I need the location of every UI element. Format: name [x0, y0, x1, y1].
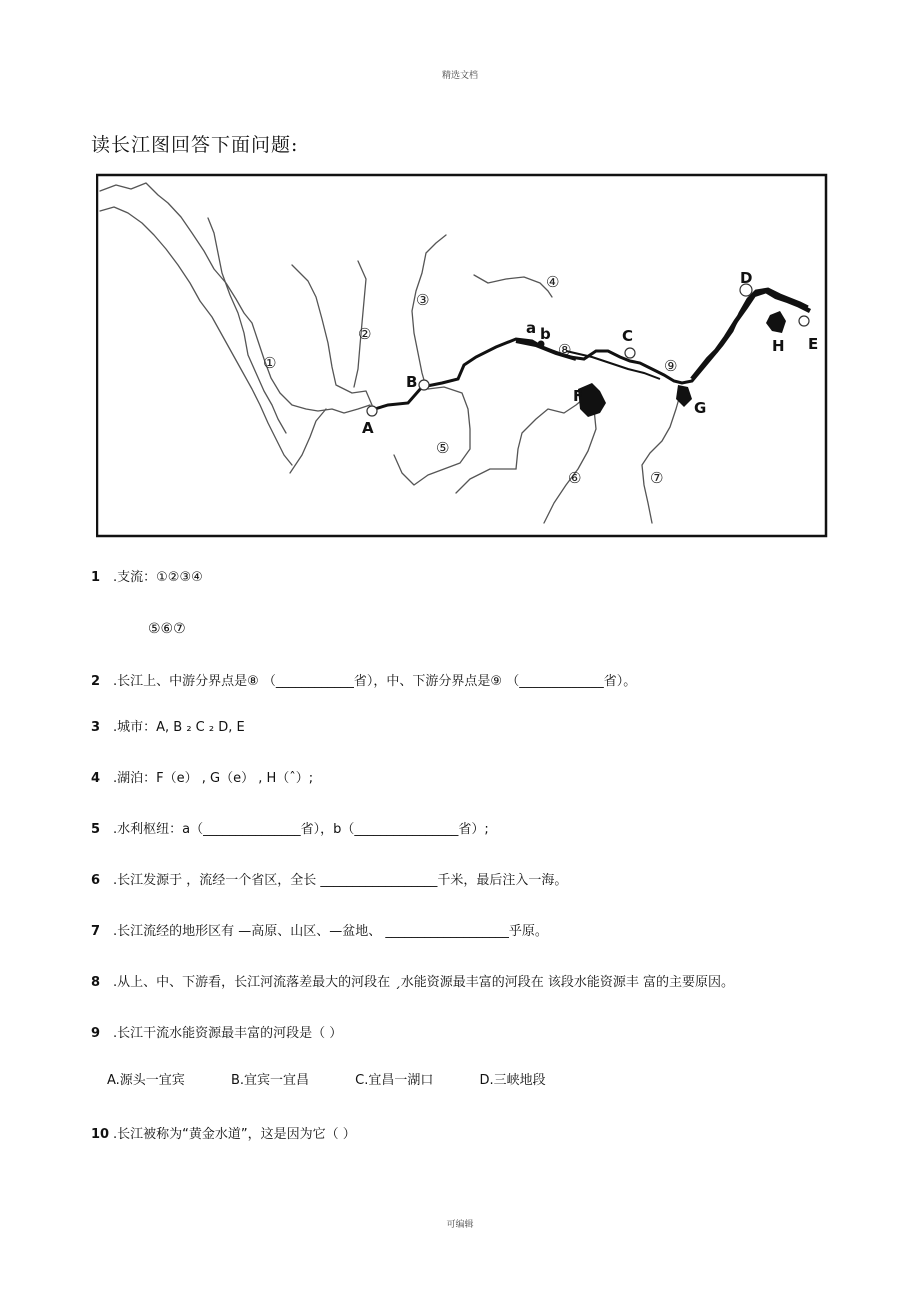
marker-3: ③: [416, 291, 430, 309]
question-number: 5: [91, 822, 101, 837]
question-text: .支流：①②③④: [113, 570, 203, 585]
question-6: [91, 869, 567, 888]
question-number: 2: [91, 674, 101, 689]
question-number: 8: [91, 975, 101, 990]
label-d-city: D: [740, 269, 753, 287]
question-text: .从上、中、下游看，长江河流落差最大的河段在 ˏ水能资源最丰富的河段在 该段水能资源丰 富的主要原因。: [113, 975, 735, 990]
question-text: .城市：A, B ₂ C ₂ D, E: [113, 720, 245, 735]
question-text: .长江上、中游分界点是⑧ （____________省），中、下游分界点是⑨ （_____________省）。: [113, 674, 637, 689]
question-8: [91, 971, 734, 990]
marker-9: ⑨: [664, 357, 678, 375]
label-a-city: A: [362, 419, 374, 437]
label-e-city: E: [808, 335, 819, 353]
question-text: .长江流经的地形区有 —高原、山区、—盆地、 ___________________乎原。: [113, 924, 548, 939]
marker-5: ⑤: [436, 439, 450, 457]
question-9: [91, 1022, 342, 1041]
question-text: .长江发源于 ，流经一个省区，全长 __________________千米，最后注入一海。: [113, 873, 568, 888]
page-title: 读长江图回答下面问题:: [91, 134, 299, 156]
question-number: 10: [91, 1127, 110, 1142]
question-number: 1: [91, 570, 101, 585]
option-a[interactable]: A.源头一宜宾: [107, 1073, 185, 1088]
question-text: .湖泊：F（e） , G（e） , H（ˆ）;: [113, 771, 314, 786]
page-header: 精选文档: [441, 71, 478, 81]
question-1: [91, 566, 203, 585]
question-7: [91, 920, 548, 939]
option-c[interactable]: C.宜昌一湖口: [355, 1073, 434, 1088]
marker-7: ⑦: [650, 469, 664, 487]
question-text: .长江干流水能资源最丰富的河段是（ ）: [113, 1026, 343, 1041]
question-number: 6: [91, 873, 101, 888]
marker-6: ⑥: [568, 469, 582, 487]
option-d[interactable]: D.三峡地段: [479, 1073, 546, 1088]
label-c-city: C: [622, 327, 634, 345]
question-5: [91, 818, 489, 837]
question-number: 7: [91, 924, 101, 939]
label-g-lake: G: [694, 399, 707, 417]
page-footer: 可编辑: [446, 1220, 474, 1230]
marker-8: ⑧: [558, 341, 572, 359]
marker-2: ②: [358, 325, 372, 343]
label-f-lake: F: [573, 387, 584, 405]
question-3: [91, 716, 245, 735]
option-b[interactable]: B.宜宾一宜昌: [230, 1073, 310, 1088]
marker-1: ①: [263, 354, 277, 372]
label-b-dam: b: [540, 325, 551, 343]
question-text: .长江被称为“黄金水道”，这是因为它（ ）: [113, 1127, 356, 1142]
label-b-city: B: [406, 373, 418, 391]
label-a-dam: a: [526, 319, 537, 337]
marker-4: ④: [546, 273, 560, 291]
question-10: [91, 1123, 356, 1142]
question-1-continued: ⑤⑥⑦: [148, 621, 186, 637]
yangtze-river-map: [96, 173, 828, 538]
question-9-options: [107, 1069, 588, 1088]
question-number: 3: [91, 720, 101, 735]
question-number: 4: [91, 771, 101, 786]
question-4: [91, 767, 313, 786]
question-text: .水利枢纽：a（_______________省），b（________________省）;: [113, 822, 489, 837]
label-h-lake: H: [772, 337, 785, 355]
question-2: [91, 670, 636, 689]
question-number: 9: [91, 1026, 101, 1041]
